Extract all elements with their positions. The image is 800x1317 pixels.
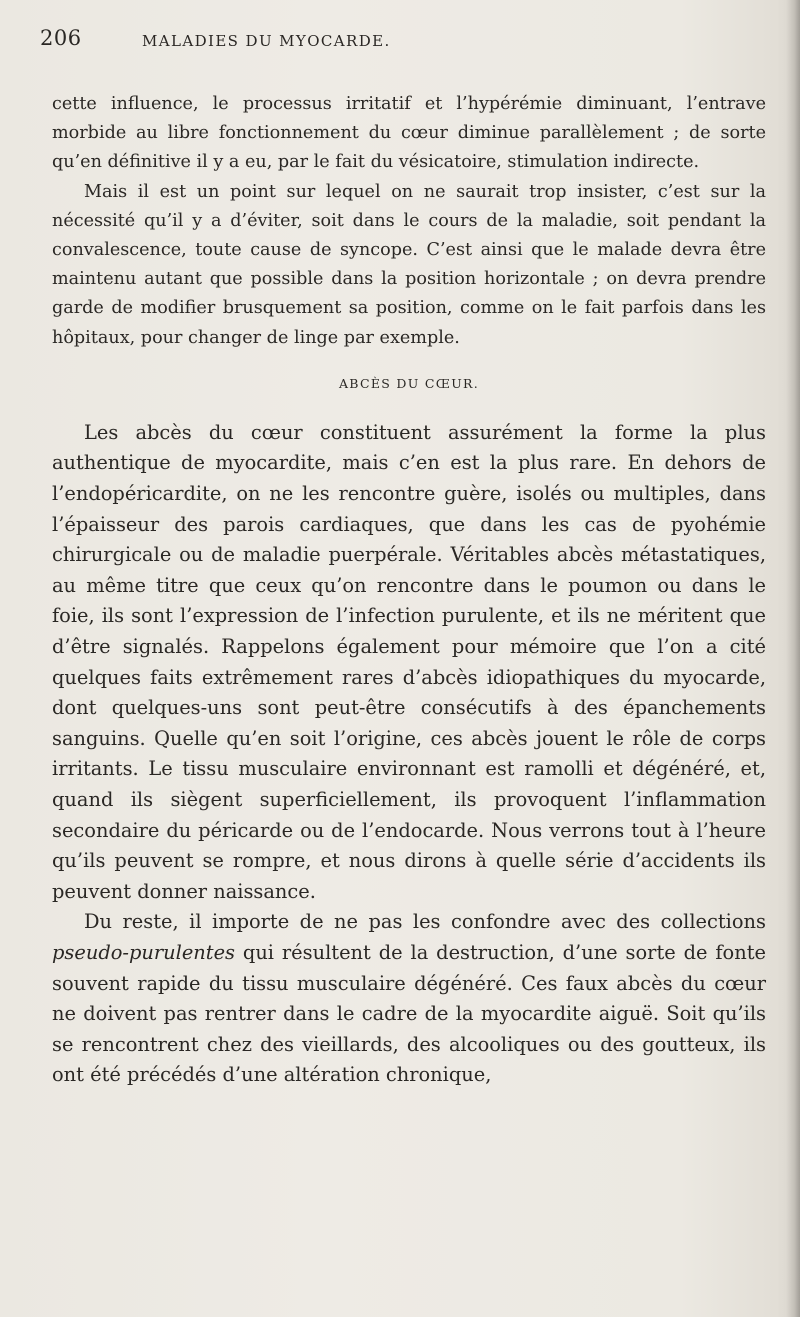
- paragraph-pseudo-purulentes: [52, 907, 766, 1091]
- paragraph-syncope: Mais il est un point sur lequel on ne saurait trop insister, c’est sur la nécessité qu’il y a d’éviter, soit dans le cours de la maladie, soit pendant la convalescence, toute cause de syncope. C’est ainsi que le malade devra être maintenu autant que possible dans la position horizontale ; on devra prendre garde de modifier brusquement sa position, comme on le fait parfois dans les hôpitaux, pour changer de linge par exemple.: [52, 181, 766, 348]
- paragraph-text-start: Du reste, il importe de ne pas les confondre avec des collections: [84, 910, 766, 934]
- section-title: ABCÈS DU CŒUR.: [338, 375, 480, 391]
- paragraph-continuation: cette influence, le processus irritatif et l’hypérémie diminuant, l’entrave morbide au libre fonctionnement du cœur diminue parallèlement ; de sorte qu’en définitive il y a eu, par le fait du vésicatoire, stimulation indirecte.: [52, 94, 766, 173]
- page-header: [40, 26, 780, 56]
- page-number: 206: [40, 26, 82, 50]
- page-text: [52, 90, 766, 1091]
- italic-term: pseudo-purulentes: [52, 940, 236, 964]
- running-head: MALADIES DU MYOCARDE.: [142, 32, 391, 50]
- page-edge-shadow: [786, 0, 800, 1317]
- paragraph-abces: Les abcès du cœur constituent assurément la forme la plus authentique de myocardite, mais c’en est la plus rare. En dehors de l’endopéricardite, on ne les rencontre guère, isolés ou multiples, dans l’épaisseur des parois cardiaques, que dans les cas de pyohémie chirurgicale ou de maladie puerpérale. Véritables abcès métastatiques, au même titre que ceux qu’on rencontre dans le poumon ou dans le foie, ils sont l’expression de l’infection purulente, et ils ne méritent que d’être signalés. Rappelons également pour mémoire que l’on a cité quelques faits extrêmement rares d’abcès idiopathiques du myocarde, dont quelques-uns sont peut-être consécutifs à des épanchements sanguins. Quelle qu’en soit l’origine, ces abcès jouent le rôle de corps irritants. Le tissu musculaire environnant est ramolli et dégénéré, et, quand ils siègent superficiellement, ils provoquent l’inflammation secondaire du péricarde ou de l’endocarde. Nous verrons tout à l’heure qu’ils peuvent se rompre, et nous dirons à quelle série d’accidents ils peuvent donner naissance.: [52, 420, 766, 903]
- section-body: [52, 418, 766, 1091]
- paragraph-text-end: qui résultent de la destruction, d’une sorte de fonte souvent rapide du tissu musculaire dégénéré. Ces faux abcès du cœur ne doivent pas rentrer dans le cadre de la myocardite aiguë. Soit qu’ils se rencontrent chez des vieillards, des alcooliques ou des goutteux, ils ont été précédés d’une altération chronique,: [52, 940, 766, 1087]
